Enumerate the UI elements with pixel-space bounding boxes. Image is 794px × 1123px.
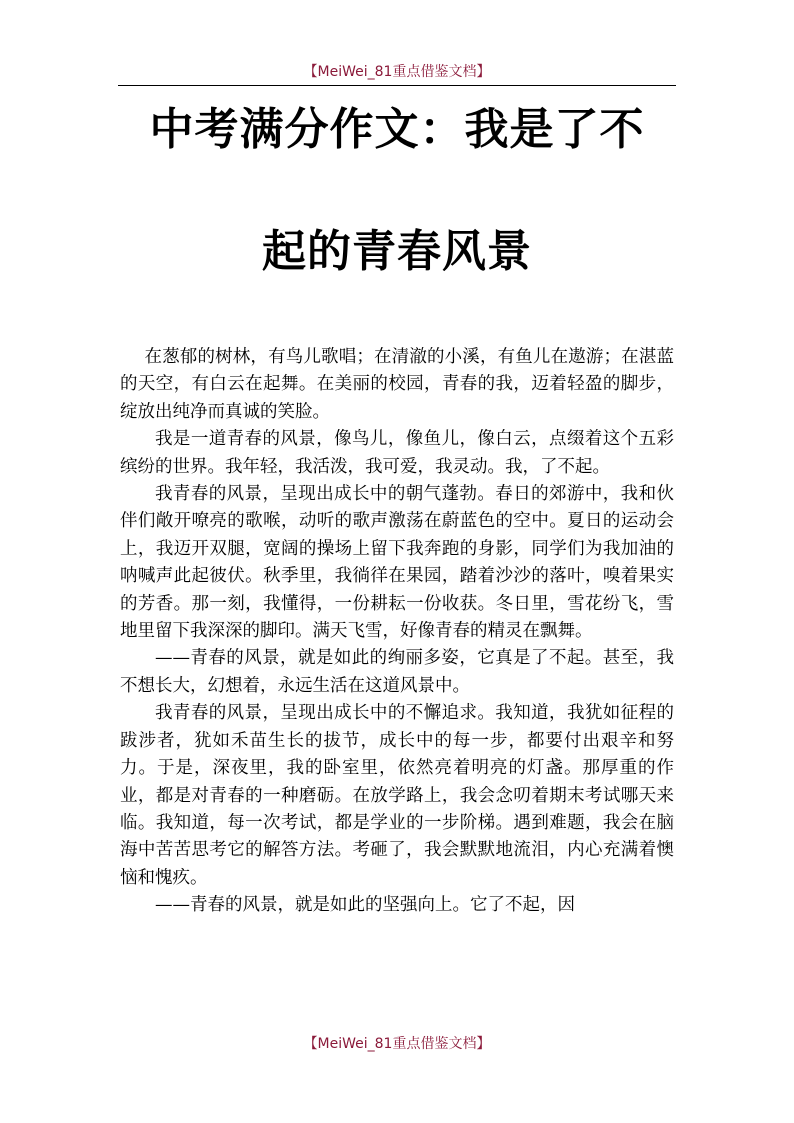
header-divider bbox=[118, 85, 676, 86]
footer-watermark: 【MeiWei_81重点借鉴文档】 bbox=[303, 1036, 491, 1052]
document-title-line-2: 起的青春风景 bbox=[262, 226, 532, 277]
paragraph-3: 我青春的风景，呈现出成长中的朝气蓬勃。春日的郊游中，我和伙伴们敞开嘹亮的歌喉，动听的歌声激荡在蔚蓝色的空中。夏日的运动会上，我迈开双腿，宽阔的操场上留下我奔跑的身影，同学们为我加油的呐喊声此起彼伏。秋季里，我徜徉在果园，踏着沙沙的落叶，嗅着果实的芳香。那一刻，我懂得，一份耕耘一份收获。冬日里，雪花纷飞，雪地里留下我深深的脚印。满天飞雪，好像青春的精灵在飘舞。 bbox=[120, 484, 674, 642]
paragraph-1: 在葱郁的树林，有鸟儿歌唱；在清澈的小溪，有鱼儿在遨游；在湛蓝的天空，有白云在起舞。在美丽的校园，青春的我，迈着轻盈的脚步，绽放出纯净而真诚的笑脸。 bbox=[120, 347, 674, 422]
document-title-line-1: 中考满分作文：我是了不 bbox=[149, 104, 645, 155]
paragraph-5: 我青春的风景，呈现出成长中的不懈追求。我知道，我犹如征程的跋涉者，犹如禾苗生长的拔节，成长中的每一步，都要付出艰辛和努力。于是，深夜里，我的卧室里，依然亮着明亮的灯盏。那厚重的作业，都是对青春的一种磨砺。在放学路上，我会念叨着期末考试哪天来临。我知道，每一次考试，都是学业的一步阶梯。遇到难题，我会在脑海中苦苦思考它的解答方法。考砸了，我会默默地流泪，内心充满着懊恼和愧疚。 bbox=[120, 703, 674, 888]
paragraph-2: 我是一道青春的风景，像鸟儿，像鱼儿，像白云，点缀着这个五彩缤纷的世界。我年轻，我活泼，我可爱，我灵动。我，了不起。 bbox=[120, 429, 674, 477]
paragraph-4: ——青春的风景，就是如此的绚丽多姿，它真是了不起。甚至，我不想长大，幻想着，永远生活在这道风景中。 bbox=[120, 648, 674, 696]
document-body bbox=[120, 344, 674, 920]
paragraph-6: ——青春的风景，就是如此的坚强向上。它了不起，因 bbox=[155, 895, 575, 916]
header-watermark: 【MeiWei_81重点借鉴文档】 bbox=[303, 64, 491, 80]
